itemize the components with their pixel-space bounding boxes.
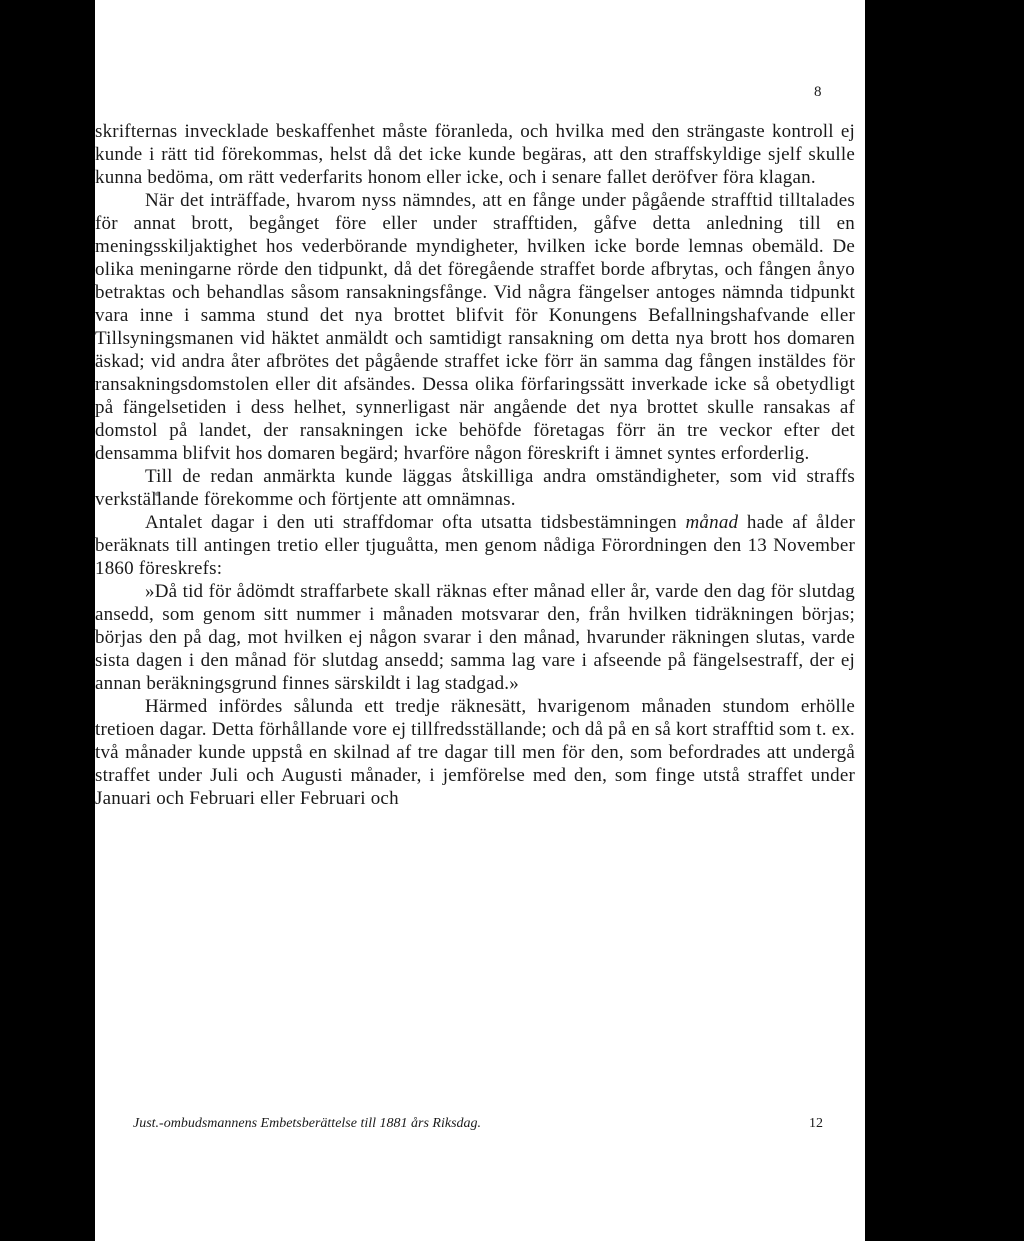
footer-signature: 12: [809, 1116, 823, 1131]
paragraph-3: Till de redan anmärkta kunde läggas åtskilliga andra omständigheter, som vid straffs verkställande förekomme och förtjente att omnämnas.: [95, 466, 855, 510]
paragraph-5-quote: »Då tid för ådömdt straffarbete skall räknas efter månad eller år, varde den dag för slutdag ansedd, som genom sitt nummer i månaden motsvarar den, från hvilken tidräkningen börjas; börjas den på dag, mot hvilken ej någon svarar i den månad, hvarunder räkningen slutas, varde sista dagen i den månad för slutdag ansedd; samma lag vare i afseende på fängelsestraff, der ej annan beräkningsgrund finnes särskildt i lag stadgad.»: [95, 581, 855, 694]
paragraph-1: skrifternas invecklade beskaffenhet måste föranleda, och hvilka med den strängaste kontroll ej kunde i rätt tid förekommas, helst då det icke kunde begäras, att den straffskyldige sjelf skulle kunna bedöma, om rätt vederfarits honom eller icke, och i senare fallet deröfver föra klagan.: [95, 121, 855, 188]
italic-term-manad: månad: [685, 512, 739, 533]
paragraph-4: [95, 511, 855, 580]
document-page: [95, 0, 865, 1241]
footer-title: Just.-ombudsmannens Embetsberättelse till 1881 års Riksdag.: [133, 1116, 482, 1131]
page-footer: [133, 1116, 823, 1132]
body-text: [95, 120, 855, 810]
paragraph-6: Härmed infördes sålunda ett tredje räknesätt, hvarigenom månaden stundom erhölle tretioen dagar. Detta förhållande vore ej tillfredsställande; och då på en så kort strafftid som t. ex. två månader kunde uppstå en skilnad af tre dagar till men för den, som befordrades att undergå straffet under Juli och Augusti månader, i jemförelse med den, som finge utstå straffet under Januari och Februari eller Februari och: [95, 696, 855, 809]
paragraph-4-start: Antalet dagar i den uti straffdomar ofta utsatta tidsbestämningen: [145, 512, 686, 533]
paragraph-4-end: hade af ålder beräknats till antingen tretio eller tjuguåtta, men genom nådiga Förordningen den 13 November 1860 föreskrefs:: [95, 512, 855, 579]
page-number: 8: [814, 84, 822, 100]
paragraph-2: När det inträffade, hvarom nyss nämndes, att en fånge under pågående strafftid tilltalades för annat brott, begånget före eller under strafftiden, gåfve detta anledning till en meningsskiljaktighet hos vederbörande myndigheter, hvilken icke borde lemnas obemäld. De olika meningarne rörde den tidpunkt, då det föregående straffet borde afbrytas, och fången ånyo betraktas och behandlas såsom ransakningsfånge. Vid några fängelser antoges nämnda tidpunkt vara inne i samma stund det nya brottet blifvit för Konungens Befallningshafvande eller Tillsyningsmanen vid häktet anmäldt och samtidigt ransakning om detta nya brott hos domaren äskad; vid andra åter afbrötes det pågående straffet icke förr än samma dag fången instäldes för ransakningsdomstolen eller dit afsändes. Dessa olika förfaringssätt inverkade icke så obetydligt på fängelsetiden i dess helhet, synnerligast när angående det nya brottet skulle ransakas af domstol på landet, der ransakningen icke behöfde företagas förr än tre veckor efter det densamma blifvit hos domaren begärd; hvarföre någon föreskrift i ämnet syntes erforderlig.: [95, 190, 855, 464]
